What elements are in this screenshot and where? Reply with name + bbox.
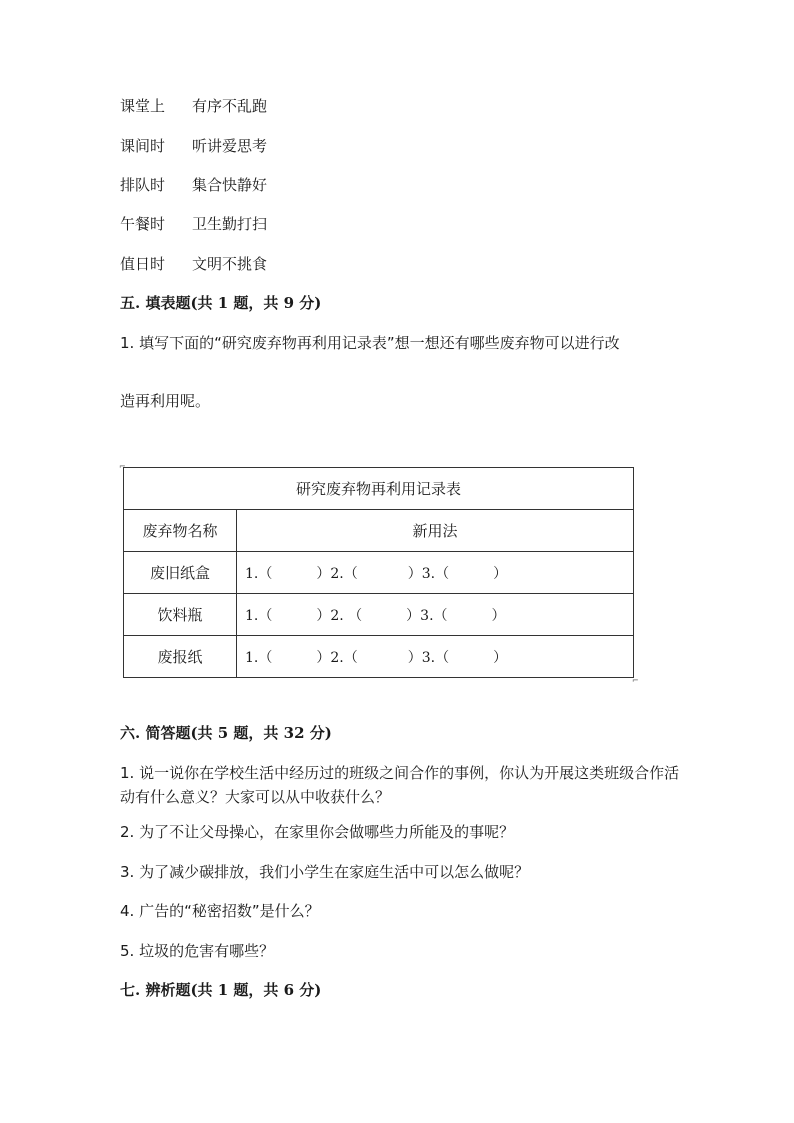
- section-heading-5: 五. 填表题(共 1 题，共 9 分): [120, 294, 322, 312]
- waste-name: 废报纸: [124, 636, 237, 678]
- matching-pair: [120, 134, 267, 158]
- header-new-use: 新用法: [237, 510, 634, 552]
- blank-label: ）2.（: [316, 565, 358, 582]
- section-heading-6: 六. 简答题(共 5 题，共 32 分): [120, 724, 332, 742]
- question-6-5: 5. 垃圾的危害有哪些？: [120, 942, 275, 960]
- blank-label: 1.（: [245, 649, 273, 666]
- table-corner-mark: ⌐: [119, 462, 126, 471]
- question-5-1-line2: 造再利用呢。: [120, 392, 211, 410]
- record-table: [123, 467, 634, 678]
- table-title: 研究废弃物再利用记录表: [124, 468, 634, 510]
- pair-right-text: 听讲爱思考: [192, 137, 268, 155]
- header-waste-name: 废弃物名称: [124, 510, 237, 552]
- pair-right-text: 集合快静好: [192, 176, 268, 194]
- waste-name: 饮料瓶: [124, 594, 237, 636]
- pair-right-text: 卫生勤打扫: [192, 215, 268, 233]
- matching-pair: [120, 252, 267, 276]
- table-title-row: [124, 468, 634, 510]
- blank-label: ）3.（: [407, 649, 450, 666]
- blank-label: ）: [493, 565, 508, 582]
- table-row: [124, 552, 634, 594]
- table-corner-mark: ⌐: [632, 676, 639, 685]
- question-6-3: 3. 为了减少碳排放，我们小学生在家庭生活中可以怎么做呢？: [120, 863, 530, 881]
- blank-label: 1.（: [245, 565, 273, 582]
- new-use-blanks: [237, 552, 634, 594]
- blank-label: ）: [493, 649, 508, 666]
- pair-left-text: 课堂上: [120, 97, 166, 115]
- table-row: [124, 594, 634, 636]
- blank-label: ）: [491, 607, 506, 624]
- pair-left-text: 排队时: [120, 176, 166, 194]
- question-6-1: 1. 说一说你在学校生活中经历过的班级之间合作的事例，你认为开展这类班级合作活动有什么意义？大家可以从中收获什么？: [120, 764, 680, 806]
- blank-label: ）3.（: [406, 607, 448, 624]
- section-heading-7: 七. 辨析题(共 1 题，共 6 分): [120, 981, 322, 999]
- matching-pair: [120, 173, 267, 197]
- pair-left-text: 课间时: [120, 137, 166, 155]
- matching-pair: [120, 94, 267, 118]
- question-6-2: 2. 为了不让父母操心，在家里你会做哪些力所能及的事呢？: [120, 823, 515, 841]
- waste-name: 废旧纸盒: [124, 552, 237, 594]
- question-5-1-line1: 1. 填写下面的“研究废弃物再利用记录表”想一想还有哪些废弃物可以进行改: [120, 334, 620, 352]
- blank-label: 1.（: [245, 607, 273, 624]
- question-6-4: 4. 广告的“秘密招数”是什么？: [120, 902, 320, 920]
- pair-right-text: 有序不乱跑: [192, 97, 268, 115]
- pair-right-text: 文明不挑食: [192, 255, 268, 273]
- new-use-blanks: [237, 636, 634, 678]
- pair-left-text: 值日时: [120, 255, 166, 273]
- blank-label: ）3.（: [407, 565, 450, 582]
- blank-label: ）2.（: [316, 649, 358, 666]
- table-header-row: [124, 510, 634, 552]
- pair-left-text: 午餐时: [120, 215, 166, 233]
- blank-label: ）2. （: [316, 607, 363, 624]
- table-row: [124, 636, 634, 678]
- matching-pair: [120, 212, 267, 236]
- new-use-blanks: [237, 594, 634, 636]
